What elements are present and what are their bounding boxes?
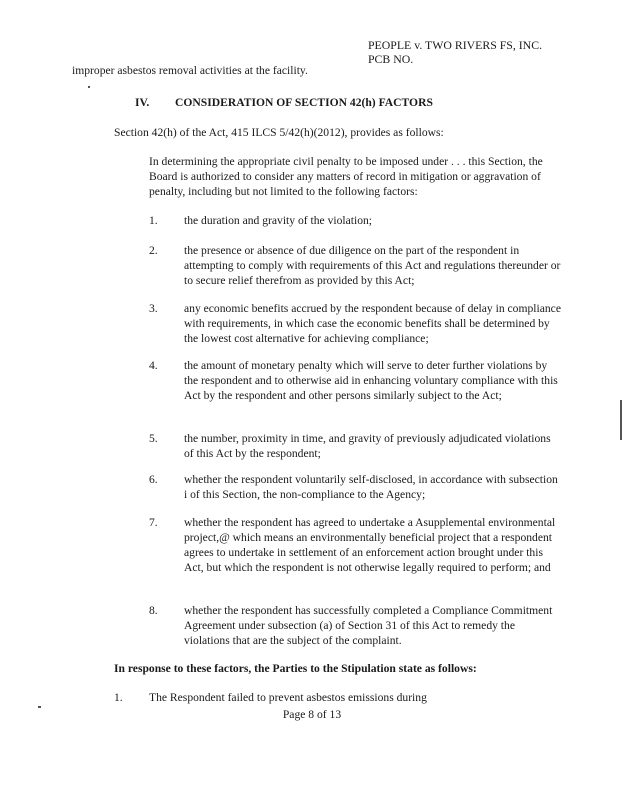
factor-number: 3. (149, 302, 158, 315)
section-title: CONSIDERATION OF SECTION 42(h) FACTORS (175, 96, 433, 109)
quoted-statute: In determining the appropriate civil penalty to be imposed under . . . this Section, the Board is authorized to consider any matters of record in mitigation or aggravation of penalty, including but not limited to the following factors: (149, 155, 543, 198)
factor-text: the duration and gravity of the violation; (184, 214, 373, 227)
factor-text: whether the respondent has successfully completed a Compliance Commitment Agreement under subsection (a) of Section 31 of this Act to remedy the violations that are the subject of the complaint. (184, 604, 553, 647)
scan-edge-mark (620, 400, 622, 440)
case-title: PEOPLE v. TWO RIVERS FS, INC. (368, 38, 543, 52)
factor-number: 8. (149, 604, 158, 617)
factor-number: 7. (149, 516, 158, 529)
scan-speck (38, 706, 41, 708)
page-number: Page 8 of 13 (282, 708, 342, 721)
factor-number: 1. (149, 214, 158, 227)
intro-paragraph: Section 42(h) of the Act, 415 ILCS 5/42(h)(2012), provides as follows: (114, 126, 444, 139)
scan-speck (88, 86, 90, 88)
continuation-text: improper asbestos removal activities at the facility. (72, 64, 308, 77)
factor-text: the amount of monetary penalty which will serve to deter further violations by the respondent and to otherwise aid in enhancing voluntary compliance with this Act by the respondent and other persons similarly subject to the Act; (184, 359, 558, 402)
response-heading: In response to these factors, the Parties to the Stipulation state as follows: (114, 662, 477, 675)
factor-text: any economic benefits accrued by the respondent because of delay in compliance with requirements, in which case the economic benefits shall be determined by the lowest cost alternative for achieving compliance; (184, 302, 561, 345)
section-number: IV. (135, 96, 150, 109)
factor-number: 5. (149, 432, 158, 445)
factor-number: 2. (149, 244, 158, 257)
factor-text: whether the respondent has agreed to undertake a Asupplemental environmental project,@ which means an environmentally beneficial project that a respondent agrees to undertake in settlement of an enforcement action brought under this Act, but which the respondent is not otherwise legally required to perform; and (184, 516, 556, 574)
factor-number: 4. (149, 359, 158, 372)
response-item-number: 1. (114, 691, 123, 704)
factor-text: the presence or absence of due diligence on the part of the respondent in attempting to comply with requirements of this Act and regulations thereunder or to secure relief therefrom as provided by this Act; (184, 244, 561, 287)
case-caption (368, 38, 542, 66)
section-heading (135, 95, 433, 110)
factor-number: 6. (149, 473, 158, 486)
factor-text: whether the respondent voluntarily self-disclosed, in accordance with subsection i of this Section, the non-compliance to the Agency; (184, 473, 558, 501)
case-number: PCB NO. (368, 52, 414, 66)
factor-text: the number, proximity in time, and gravity of previously adjudicated violations of this Act by the respondent; (184, 432, 551, 460)
response-item-text: The Respondent failed to prevent asbestos emissions during (149, 691, 427, 704)
